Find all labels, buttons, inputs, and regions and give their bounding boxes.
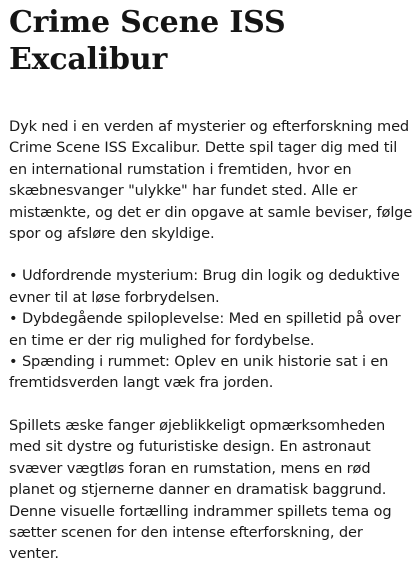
feature-item-mystery: • Udfordrende mysterium: Brug din logik og deduktive evner til at løse forbrydelsen.	[9, 267, 400, 306]
description-body	[9, 116, 414, 565]
page-title: Crime Scene ISS Excalibur	[9, 5, 286, 77]
feature-item-gameplay: • Dybdegående spiloplevelse: Med en spilletid på over en time er der rig mulighed for fordybelse.	[9, 310, 401, 349]
feature-list	[9, 265, 414, 393]
box-description-paragraph: Spillets æske fanger øjeblikkeligt opmærksomheden med sit dystre og futuristiske design. En astronaut svæver vægtløs foran en rumstation, mens en rød planet og stjernerne danner en dramatisk baggrund. Denne visuelle fortælling indrammer spillets tema og sætter scenen for den intense efterforskning, der venter.	[9, 416, 392, 563]
product-description	[9, 4, 414, 586]
feature-item-space: • Spænding i rummet: Oplev en unik historie sat i en fremtidsverden langt væk fra jorden.	[9, 353, 389, 392]
intro-paragraph: Dyk ned i en verden af mysterier og efterforskning med Crime Scene ISS Excalibur. Dette spil tager dig med til en international rumstation i fremtiden, hvor en skæbnesvanger "ulykke" har fundet sted. Alle er mistænkte, og det er din opgave at samle beviser, følge spor og afsløre den skyldige.	[9, 118, 413, 243]
